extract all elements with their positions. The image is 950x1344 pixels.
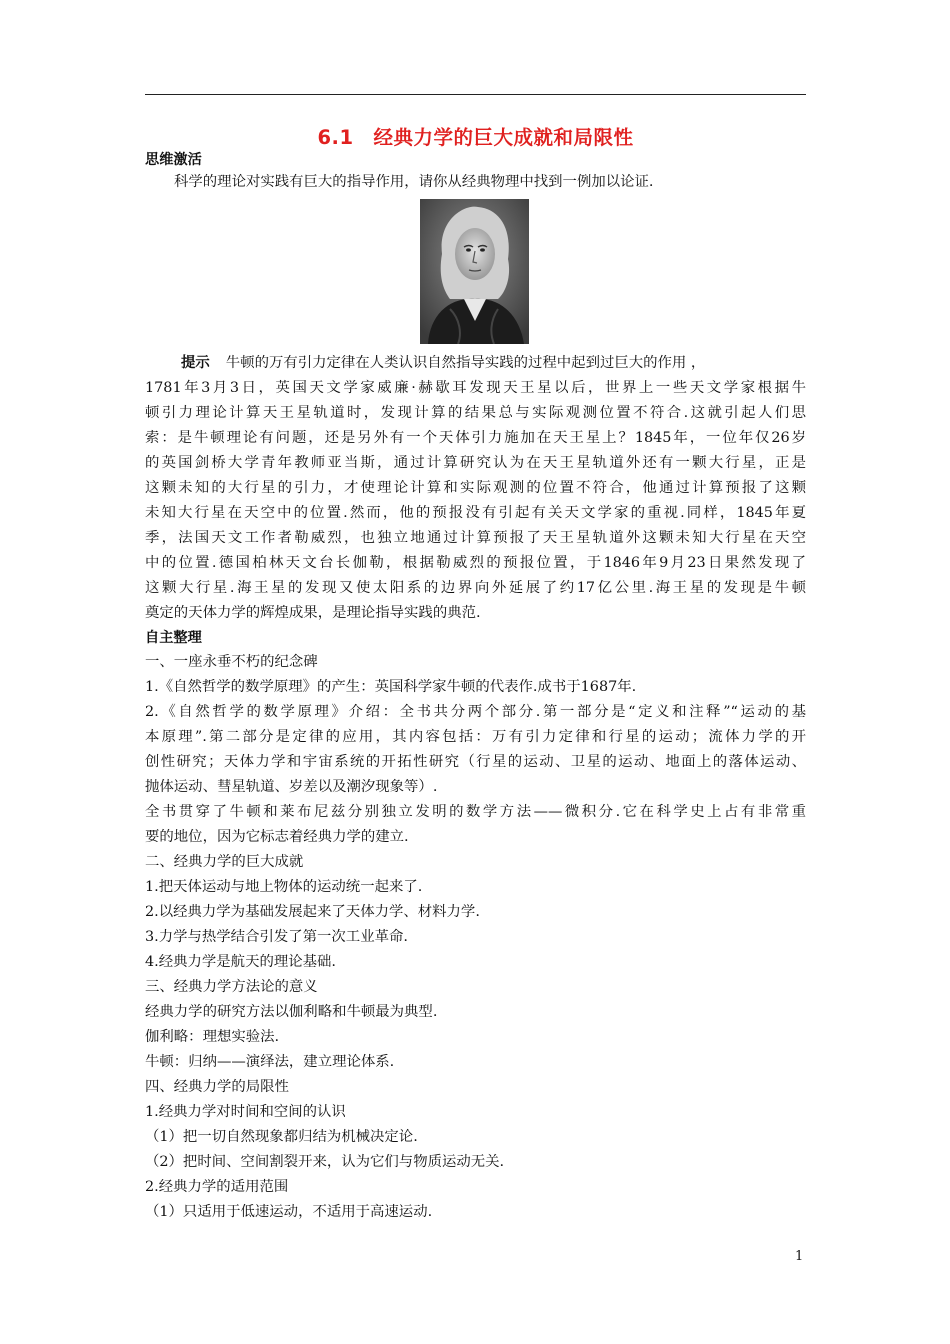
organize-line: 创性研究；天体力学和宇宙系统的开拓性研究（行星的运动、卫星的运动、地面上的落体运动、 xyxy=(145,754,806,770)
hint-line: 季，法国天文工作者勒威烈，也独立地通过计算预报了天王星轨道外这颗未知大行星在天空 xyxy=(145,530,806,546)
organize-line: 1.《自然哲学的数学原理》的产生：英国科学家牛顿的代表作.成书于1687年. xyxy=(145,679,637,695)
organize-line: 四、经典力学的局限性 xyxy=(145,1079,289,1095)
hint-line: 索：是牛顿理论有问题，还是另外有一个天体引力施加在天王星上？1845年，一位年仅26岁 xyxy=(145,430,806,446)
organize-line: 2.经典力学的适用范围 xyxy=(145,1179,289,1195)
hint-line: 的英国剑桥大学青年教师亚当斯，通过计算研究认为在天王星轨道外还有一颗大行星，正是 xyxy=(145,455,806,471)
organize-line: （2）把时间、空间割裂开来，认为它们与物质运动无关. xyxy=(145,1154,505,1170)
organize-line: 要的地位，因为它标志着经典力学的建立. xyxy=(145,829,409,845)
organize-line: 抛体运动、彗星轨道、岁差以及潮汐现象等）. xyxy=(145,779,438,795)
hint-label: 提示 xyxy=(181,355,210,371)
organize-line: 三、经典力学方法论的意义 xyxy=(145,979,318,995)
organize-line: 一、一座永垂不朽的纪念碑 xyxy=(145,654,318,670)
hint-line: 奠定的天体力学的辉煌成果，是理论指导实践的典范. xyxy=(145,605,481,621)
hint-line: 这颗大行星.海王星的发现又使太阳系的边界向外延展了约17亿公里.海王星的发现是牛顿 xyxy=(145,580,806,596)
page-title: 6.1 经典力学的巨大成就和局限性 xyxy=(317,126,634,149)
organize-line: 牛顿：归纳——演绎法，建立理论体系. xyxy=(145,1054,395,1070)
top-rule xyxy=(145,94,806,95)
organize-line: （1）把一切自然现象都归结为机械决定论. xyxy=(145,1129,418,1145)
hint-line: 这颗未知的大行星的引力，才使理论计算和实际观测的位置不符合，他通过计算预报了这颗 xyxy=(145,480,806,496)
organize-line: 2.《自然哲学的数学原理》介绍：全书共分两个部分.第一部分是“定义和注释”“运动的基 xyxy=(145,704,806,720)
newton-portrait xyxy=(420,199,529,344)
organize-line: 全书贯穿了牛顿和莱布尼兹分别独立发明的数学方法——微积分.它在科学史上占有非常重 xyxy=(145,804,806,820)
organize-line: 4.经典力学是航天的理论基础. xyxy=(145,954,336,970)
organize-line: 1.经典力学对时间和空间的认识 xyxy=(145,1104,346,1120)
hint-line: 顿引力理论计算天王星轨道时，发现计算的结果总与实际观测位置不符合.这就引起人们思 xyxy=(145,405,806,421)
section-heading-thinking: 思维激活 xyxy=(145,152,202,168)
organize-line: 2.以经典力学为基础发展起来了天体力学、材料力学. xyxy=(145,904,480,920)
organize-line: 本原理”.第二部分是定律的应用，其内容包括：万有引力定律和行星的运动；流体力学的开 xyxy=(145,729,806,745)
organize-line: 伽利略：理想实验法. xyxy=(145,1029,280,1045)
thinking-prompt: 科学的理论对实践有巨大的指导作用，请你从经典物理中找到一例加以论证. xyxy=(174,174,654,190)
hint-line: 1781年3月3日，英国天文学家威廉·赫歇耳发现天王星以后，世界上一些天文学家根据牛 xyxy=(145,380,806,396)
organize-line: 1.把天体运动与地上物体的运动统一起来了. xyxy=(145,879,423,895)
hint-line: 中的位置.德国柏林天文台长伽勒，根据勒威烈的预报位置，于1846年9月23日果然发现了 xyxy=(145,555,806,571)
organize-line: 经典力学的研究方法以伽利略和牛顿最为典型. xyxy=(145,1004,438,1020)
page-number: 1 xyxy=(795,1249,804,1264)
hint-line: 未知大行星在天空中的位置.然而，他的预报没有引起有关天文学家的重视.同样，1845年夏 xyxy=(145,505,806,521)
organize-line: （1）只适用于低速运动，不适用于高速运动. xyxy=(145,1204,433,1220)
hint-text: 牛顿的万有引力定律在人类认识自然指导实践的过程中起到过巨大的作用 ， xyxy=(225,355,706,371)
hint-line-1 xyxy=(181,353,705,373)
organize-line: 3.力学与热学结合引发了第一次工业革命. xyxy=(145,929,408,945)
section-heading-organize: 自主整理 xyxy=(145,630,202,646)
organize-line: 二、经典力学的巨大成就 xyxy=(145,854,304,870)
